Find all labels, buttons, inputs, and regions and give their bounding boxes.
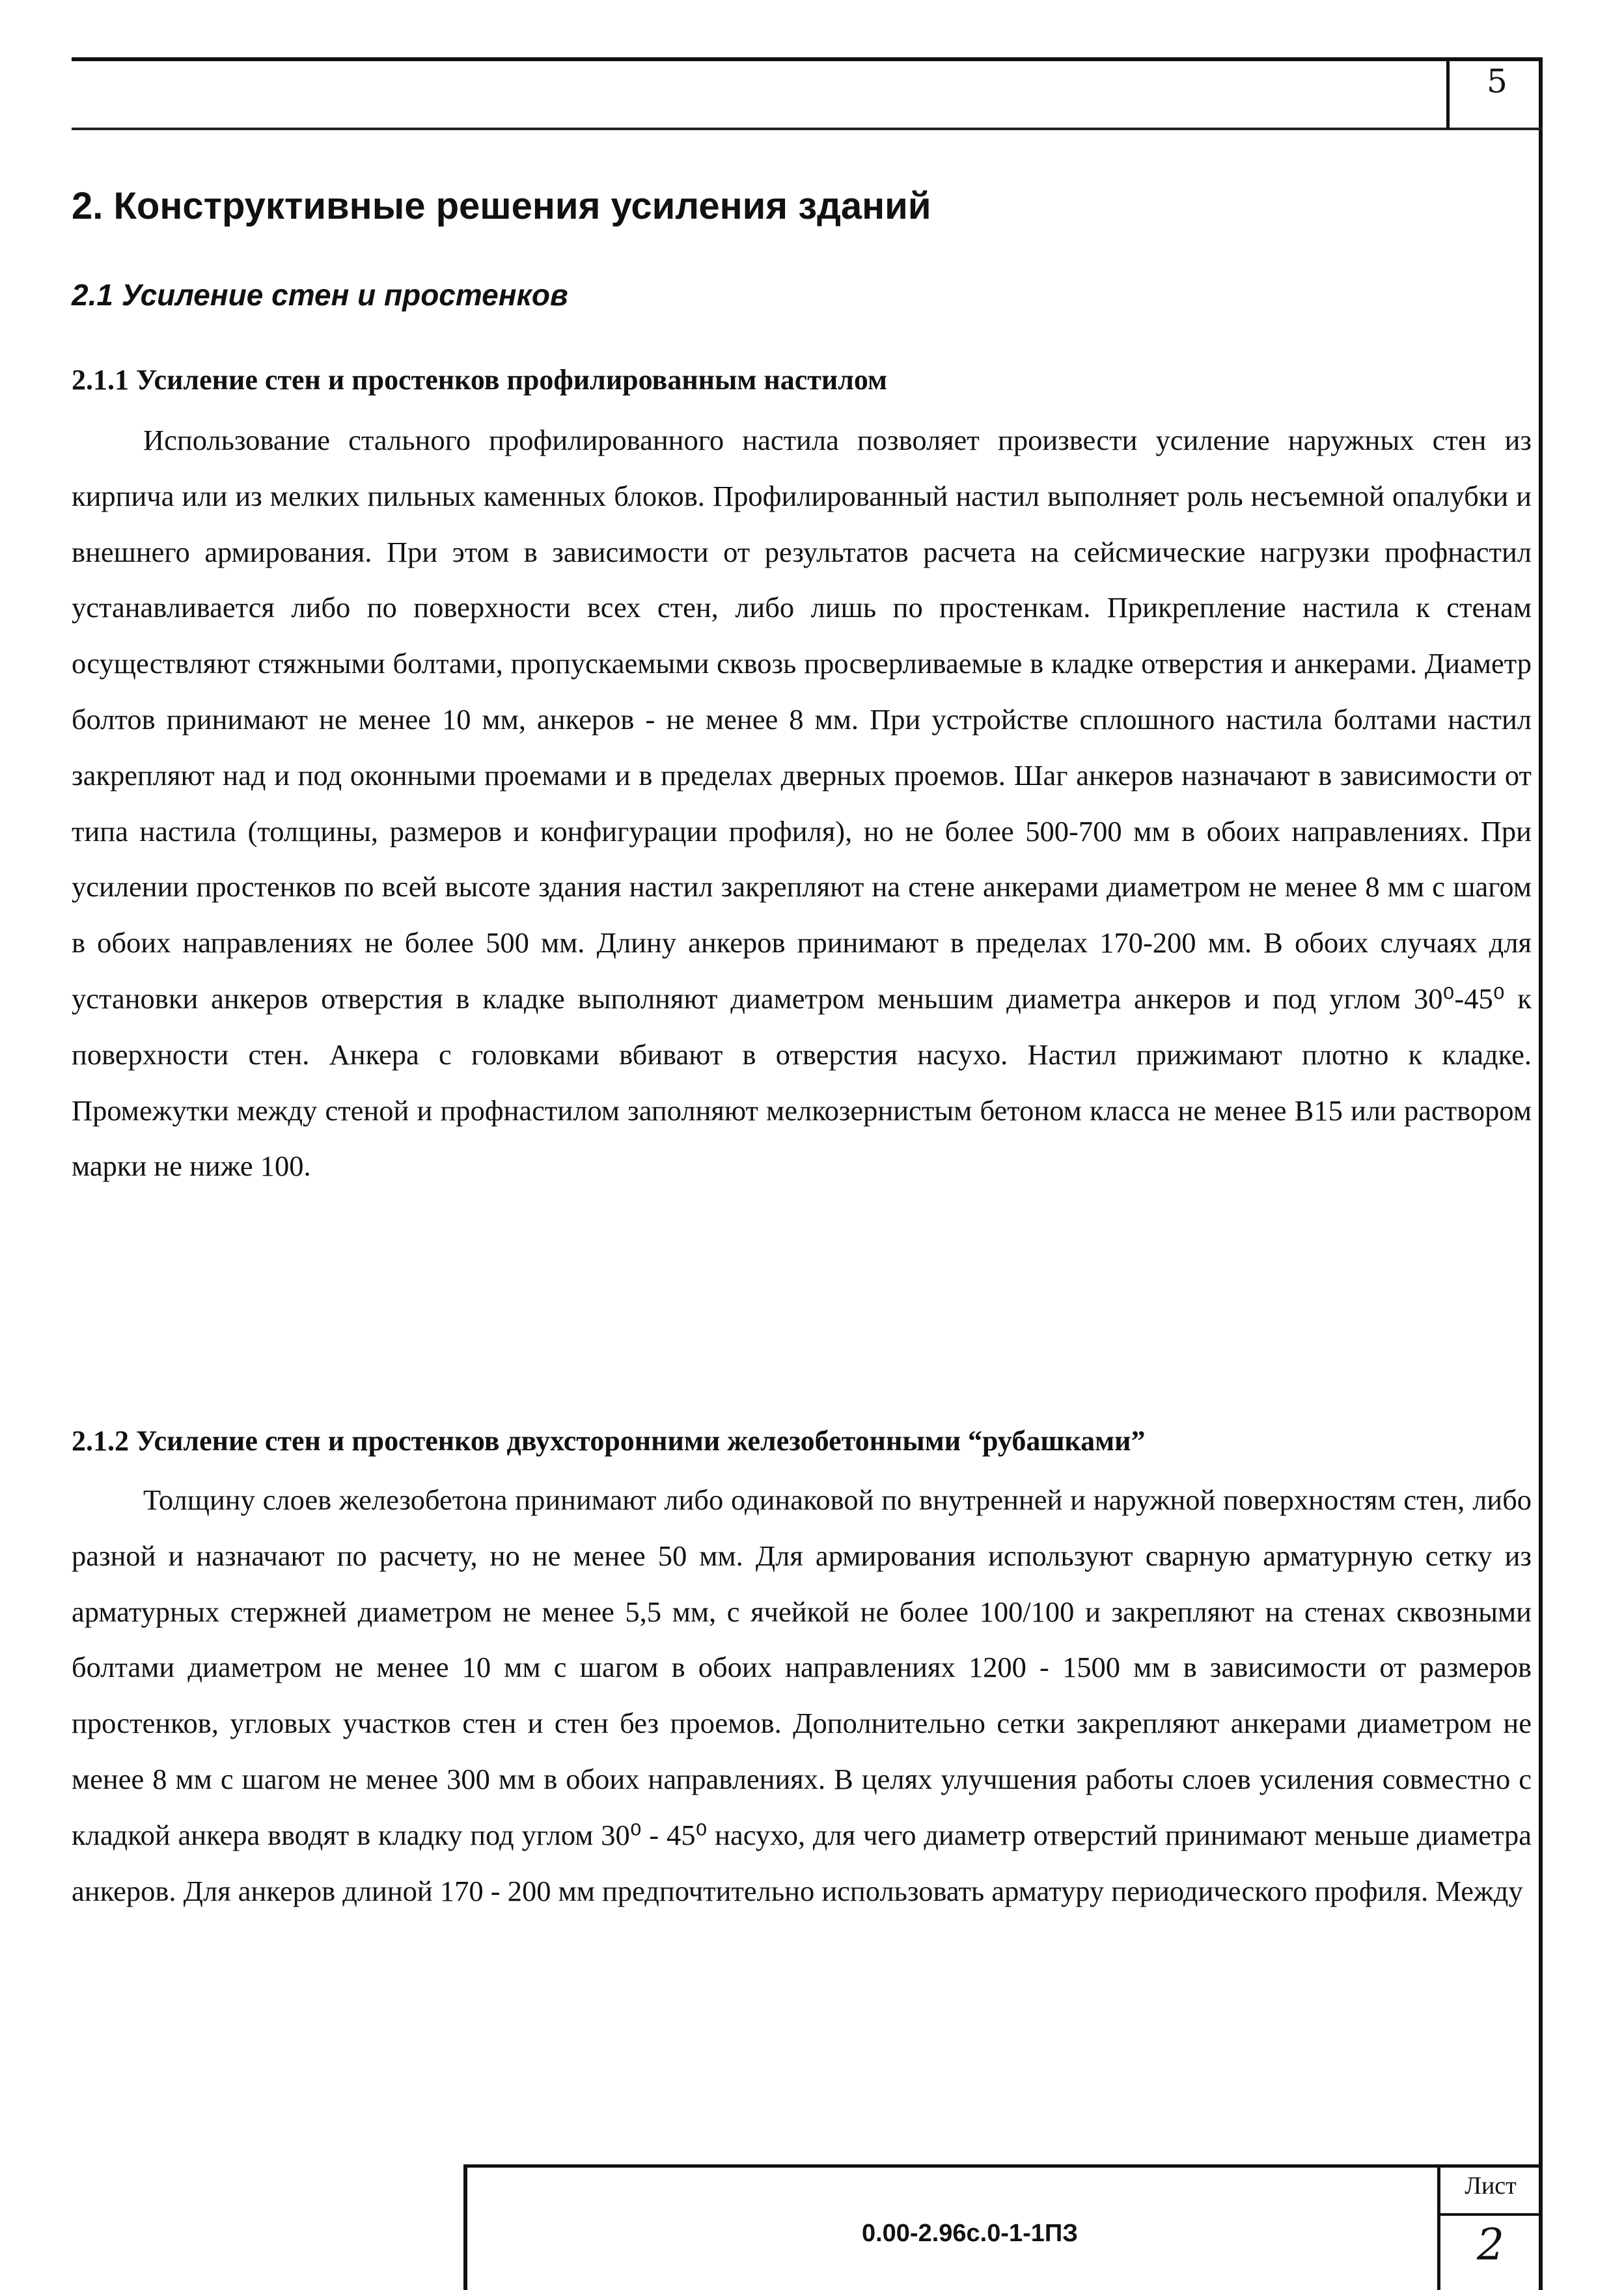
title-block-left-border [463, 2164, 467, 2290]
sheet-number: 2 [1477, 2220, 1504, 2270]
subsection-heading-2: 2.1.2 Усиление стен и простенков двухсторонними железобетонными “рубашками” [72, 1425, 1146, 1457]
chapter-heading: 2. Конструктивные решения усиления зданий [72, 185, 931, 227]
header-line [72, 128, 1543, 130]
title-block-separator [1437, 2164, 1440, 2290]
frame-top-border [72, 57, 1543, 61]
title-block-sheet-divider [1437, 2213, 1543, 2216]
document-code: 0.00-2.96с.0-1-1ПЗ [861, 2220, 1079, 2247]
subsection-1-paragraph: Использование стального профилированного настила позволяет произвести усиление наружных стен из кирпича или из мелких пильных каменных блоков. Профилированный настил выполняет роль несъемной опалубки и внешнего армирования. При этом в зависимости от результатов расчета на сейсмические нагрузки профнастил устанавливается либо по поверхности всех стен, либо лишь по простенкам. Прикрепление настила к стенам осуществляют стяжными болтами, пропускаемыми сквозь просверливаемые в кладке отверстия и анкерами. Диаметр болтов принимают не менее 10 мм, анкеров - не менее 8 мм. При устройстве сплошного настила болтами настил закрепляют над и под оконными проемами и в пределах дверных проемов. Шаг анкеров назначают в зависимости от типа настила (толщины, размеров и конфигурации профиля), но не более 500-700 мм в обоих направлениях. При усилении простенков по всей высоте здания настил закрепляют на стене анкерами диаметром не менее 8 мм с шагом в обоих направлениях не более 500 мм. Длину анкеров принимают в пределах 170-200 мм. В обоих случаях для установки анкеров отверстия в кладке выполняют диаметром меньшим диаметра анкеров и под углом 30⁰-45⁰ к поверхности стен. Анкера с головками вбивают в отверстия насухо. Настил прижимают плотно к кладке. Промежутки между стеной и профнастилом заполняют мелкозернистым бетоном класса не менее В15 или раствором марки не ниже 100. [72, 424, 1532, 1183]
section-heading: 2.1 Усиление стен и простенков [72, 278, 568, 312]
subsection-heading-1: 2.1.1 Усиление стен и простенков профилированным настилом [72, 364, 888, 396]
page-number: 5 [1487, 62, 1507, 100]
title-block-top-border [463, 2164, 1543, 2168]
sheet-label: Лист [1465, 2172, 1517, 2200]
frame-right-border [1539, 57, 1543, 2290]
subsection-2-paragraph: Толщину слоев железобетона принимают либо одинаковой по внутренней и наружной поверхностям стен, либо разной и назначают по расчету, но не менее 50 мм. Для армирования используют сварную арматурную сетку из арматурных стержней диаметром не менее 5,5 мм, с ячейкой не более 100/100 и закрепляют на стенах сквозными болтами диаметром не менее 10 мм с шагом в обоих направлениях 1200 - 1500 мм в зависимости от размеров простенков, угловых участков стен и стен без проемов. Дополнительно сетки закрепляют анкерами диаметром не менее 8 мм с шагом не менее 300 мм в обоих направлениях. В целях улучшения работы слоев усиления совместно с кладкой анкера вводят в кладку под углом 30⁰ - 45⁰ насухо, для чего диаметр отверстий принимают меньше диаметра анкеров. Для анкеров длиной 170 - 200 мм предпочтительно использовать арматуру периодического профиля. Между [72, 1483, 1532, 1907]
